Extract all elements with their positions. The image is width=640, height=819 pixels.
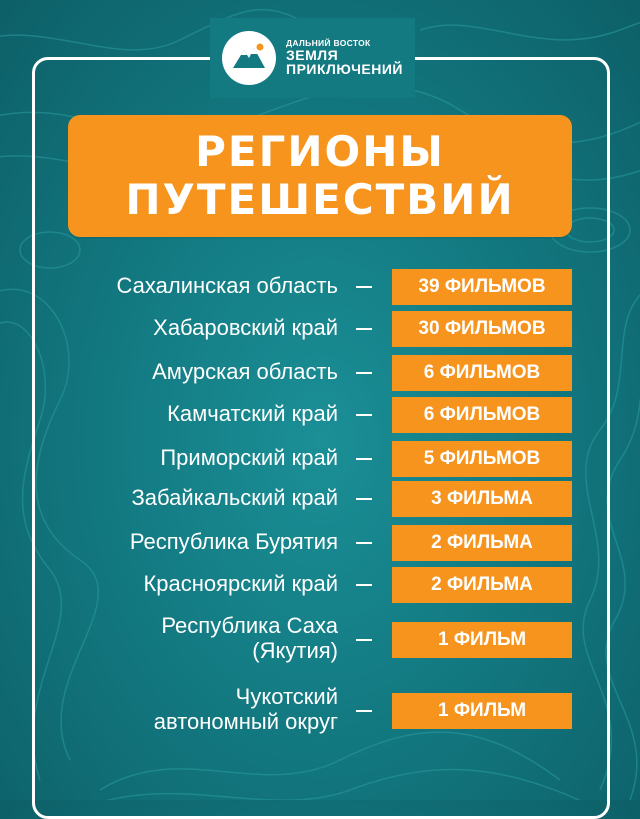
separator-dash xyxy=(356,328,372,330)
region-name-line: Республика Бурятия xyxy=(129,528,338,554)
region-name-line: Красноярский край xyxy=(143,570,338,596)
region-name-line: (Якутия) xyxy=(252,638,338,663)
region-name xyxy=(132,485,339,510)
film-count-badge: 2 ФИЛЬМА xyxy=(392,525,572,561)
region-name-line: Камчатский край xyxy=(167,400,338,426)
brand-name-line2: ПРИКЛЮЧЕНИЙ xyxy=(286,61,403,78)
title-banner xyxy=(68,115,572,237)
film-count-badge: 3 ФИЛЬМА xyxy=(392,481,572,517)
separator-dash xyxy=(356,286,372,288)
brand-header xyxy=(210,18,415,98)
region-name xyxy=(143,571,338,596)
film-count-badge: 39 ФИЛЬМОВ xyxy=(392,269,572,305)
region-name-line: Республика Саха xyxy=(161,613,338,638)
region-name xyxy=(160,445,338,470)
title-line-1: РЕГИОНЫ xyxy=(195,127,445,176)
film-count-badge: 2 ФИЛЬМА xyxy=(392,567,572,603)
region-name-line: автономный округ xyxy=(153,709,338,734)
title-line-2: ПУТЕШЕСТВИЙ xyxy=(125,175,515,224)
separator-dash xyxy=(356,414,372,416)
region-name-line: Забайкальский край xyxy=(131,484,338,510)
film-count-badge: 1 ФИЛЬМ xyxy=(392,622,572,658)
region-name xyxy=(130,529,338,554)
region-name xyxy=(167,401,338,426)
film-count-badge: 6 ФИЛЬМОВ xyxy=(392,355,572,391)
region-name xyxy=(152,359,338,384)
separator-dash xyxy=(356,372,372,374)
region-name xyxy=(153,315,338,340)
film-count-badge: 1 ФИЛЬМ xyxy=(392,693,572,729)
region-name-line: Сахалинская область xyxy=(116,272,338,298)
region-name-line: Амурская область xyxy=(152,358,338,384)
separator-dash xyxy=(356,710,372,712)
region-name xyxy=(154,684,338,734)
film-count-badge: 6 ФИЛЬМОВ xyxy=(392,397,572,433)
separator-dash xyxy=(356,584,372,586)
film-count-badge: 30 ФИЛЬМОВ xyxy=(392,311,572,347)
brand-subtitle: ДАЛЬНИЙ ВОСТОК xyxy=(286,37,371,48)
separator-dash xyxy=(356,498,372,500)
region-name-line: Приморский край xyxy=(160,444,338,470)
brand-name-line1: ЗЕМЛЯ xyxy=(286,46,339,63)
region-name-line: Хабаровский край xyxy=(153,314,338,340)
mountain-logo-icon xyxy=(222,31,276,85)
region-name-line: Чукотский xyxy=(235,684,338,709)
separator-dash xyxy=(356,542,372,544)
separator-dash xyxy=(356,458,372,460)
region-name xyxy=(117,273,338,298)
brand-text xyxy=(286,39,403,77)
separator-dash xyxy=(356,639,372,641)
region-name xyxy=(161,613,338,663)
film-count-badge: 5 ФИЛЬМОВ xyxy=(392,441,572,477)
